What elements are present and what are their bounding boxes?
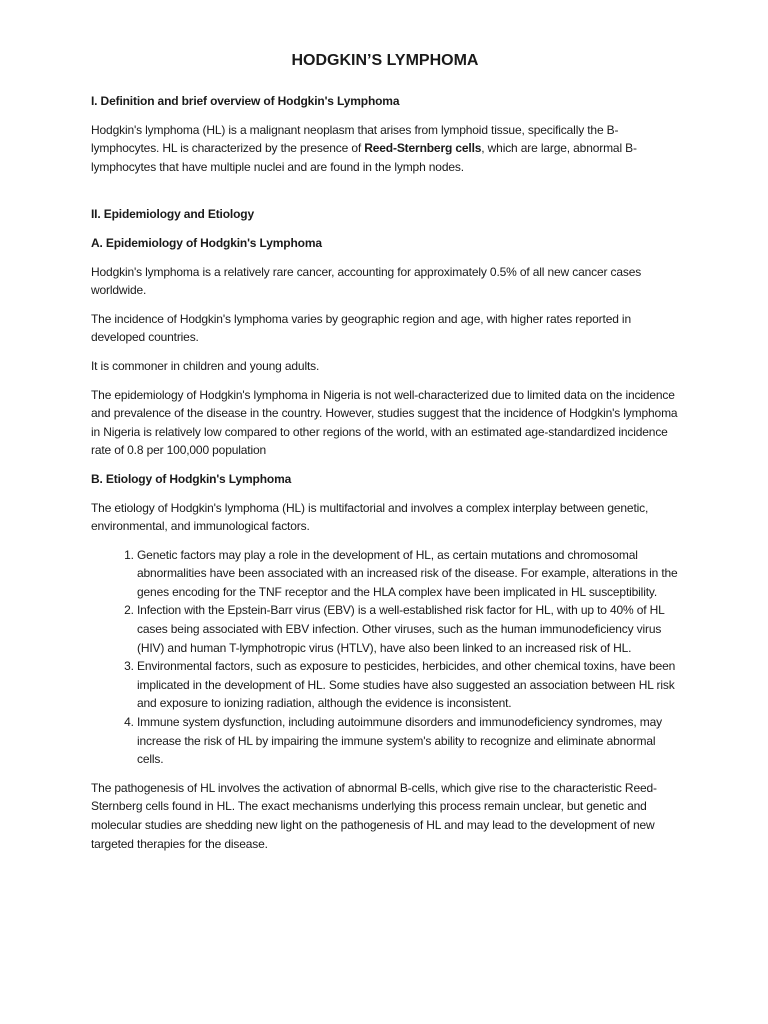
epidemiology-paragraph-2: The incidence of Hodgkin's lymphoma varies by geographic region and age, with higher rates reported in developed countries. [91, 311, 631, 345]
epidemiology-paragraph-4: The epidemiology of Hodgkin's lymphoma in Nigeria is not well-characterized due to limited data on the incidence and prevalence of the disease in the country. However, studies suggest that the incidence of Hodgkin's lymphoma in Nigeria is relatively low compared to other regions of the world, with an estimated age-standardized incidence rate of 0.8 per 100,000 population [91, 387, 678, 458]
epidemiology-paragraph-1: Hodgkin's lymphoma is a relatively rare cancer, accounting for approximately 0.5% of all new cancer cases worldwide. [91, 264, 642, 298]
reed-sternberg-term: Reed-Sternberg cells [364, 141, 482, 156]
section-1-heading: I. Definition and brief overview of Hodgkin's Lymphoma [91, 94, 400, 108]
etiology-list [91, 546, 679, 769]
epidemiology-paragraph-3: It is commoner in children and young adults. [91, 358, 320, 373]
list-item: 4. Immune system dysfunction, including autoimmune disorders and immunodeficiency syndromes, may increase the risk of HL by impairing the immune system's ability to recognize and eliminate abnormal cells. [137, 713, 679, 769]
section-2a-heading: A. Epidemiology of Hodgkin's Lymphoma [91, 235, 322, 250]
etiology-paragraph-1: The etiology of Hodgkin's lymphoma (HL) is multifactorial and involves a complex interplay between genetic, environmental, and immunological factors. [91, 500, 649, 534]
document-title: HODGKIN’S LYMPHOMA [291, 52, 479, 69]
list-item: 2. Infection with the Epstein-Barr virus (EBV) is a well-established risk factor for HL, with up to 40% of HL cases being associated with EBV infection. Other viruses, such as the human immunodeficiency virus (HIV) and human T-lymphotropic virus (HTLV), have also been linked to an increased risk of HL. [137, 601, 679, 657]
section-2b-heading: B. Etiology of Hodgkin's Lymphoma [91, 471, 292, 486]
spacer [91, 186, 679, 205]
list-item: 1. Genetic factors may play a role in the development of HL, as certain mutations and chromosomal abnormalities have been associated with an increased risk of the disease. For example, alterations in the genes encoding for the TNF receptor and the HLA complex have been implicated in HL susceptibility. [137, 546, 679, 602]
section-2-heading: II. Epidemiology and Etiology [91, 207, 254, 222]
definition-paragraph [91, 121, 679, 177]
list-item: 3. Environmental factors, such as exposure to pesticides, herbicides, and other chemical toxins, have been implicated in the development of HL. Some studies have also suggested an association between HL risk and exposure to ionizing radiation, although the evidence is inconsistent. [137, 657, 679, 713]
document-page [91, 46, 679, 863]
pathogenesis-paragraph: The pathogenesis of HL involves the activation of abnormal B-cells, which give rise to the characteristic Reed-Sternberg cells found in HL. The exact mechanisms underlying this process remain unclear, but genetic and molecular studies are shedding new light on the pathogenesis of HL and may lead to the development of new targeted therapies for the disease. [91, 780, 657, 851]
definition-text-end: , which are large, abnormal B-lymphocytes that have multiple nuclei and are found in the lymph nodes. [91, 141, 637, 174]
definition-text-start: Hodgkin's lymphoma (HL) is a malignant neoplasm that arises from lymphoid tissue, specifically the B-lymphocytes. HL is characterized by the presence of [91, 122, 619, 156]
